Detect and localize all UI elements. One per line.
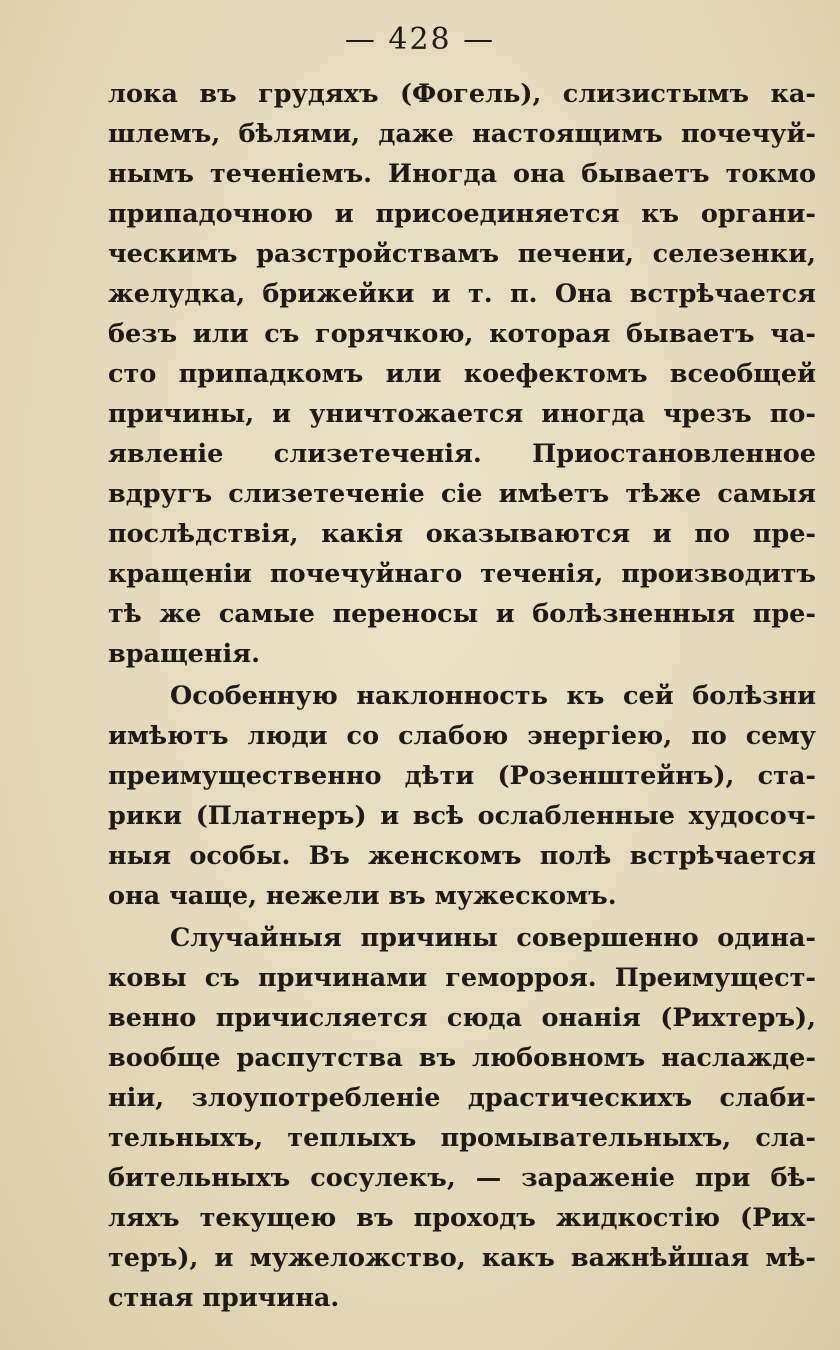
text-line: ніи, злоупотребленіе драстическихъ слаби- [108,1083,816,1113]
text-line: явленіе слизетеченія. Приостановленное [108,439,816,469]
page-number: — 428 — [344,22,496,57]
text-line: ляхъ текущею въ проходъ жидкостію (Рих- [108,1203,816,1233]
body-text [108,74,816,1318]
text-line: ныя особы. Въ женскомъ полѣ встрѣчается [108,841,816,871]
text-line: имѣютъ люди со слабою энергіею, по сему [108,721,816,751]
text-line: ковы съ причинами геморроя. Преимущест- [108,963,816,993]
text-line: бительныхъ сосулекъ, — зараженіе при бѣ- [108,1163,816,1193]
text-line: тельныхъ, теплыхъ промывательныхъ, сла- [108,1123,816,1153]
text-line: ческимъ разстройствамъ печени, селезенки, [108,239,816,269]
text-line: венно причисляется сюда онанія (Рихтеръ), [108,1003,816,1033]
text-line: Особенную наклонность къ сей болѣзни [170,681,816,711]
text-line: тѣ же самые переносы и болѣзненныя пре- [108,599,816,629]
text-line: кращеніи почечуйнаго теченія, производитъ [108,559,816,589]
text-line: желудка, брижейки и т. п. Она встрѣчается [108,279,816,309]
text-line: вращенія. [108,639,260,669]
text-line: сто припадкомъ или коефектомъ всеобщей [108,359,816,389]
text-line: лока въ грудяхъ (Фогель), слизистымъ ка- [108,79,816,109]
text-line: безъ или съ горячкою, которая бываетъ ча- [108,319,816,349]
text-line: вдругъ слизетеченіе сіе имѣетъ тѣже самыя [108,479,816,509]
text-line: послѣдствія, какія оказываются и по пре- [108,519,816,549]
text-line: она чаще, нежели въ мужескомъ. [108,881,617,911]
text-line: вообще распутства въ любовномъ наслажде- [108,1043,816,1073]
text-line: преимущественно дѣти (Розенштейнъ), ста- [108,761,816,791]
text-line: рики (Платнеръ) и всѣ ослабленные худосоч- [108,801,816,831]
text-line: Случайныя причины совершенно одина- [170,923,816,953]
text-line: теръ), и мужеложство, какъ важнѣйшая мѣ- [108,1243,816,1273]
text-line: шлемъ, бѣлями, даже настоящимъ почечуй- [108,119,816,149]
text-line: припадочною и присоединяется къ органи- [108,199,816,229]
text-line: стная причина. [108,1283,340,1313]
text-line: нымъ теченіемъ. Иногда она бываетъ токмо [108,159,816,189]
text-line: причины, и уничтожается иногда чрезъ по- [108,399,816,429]
